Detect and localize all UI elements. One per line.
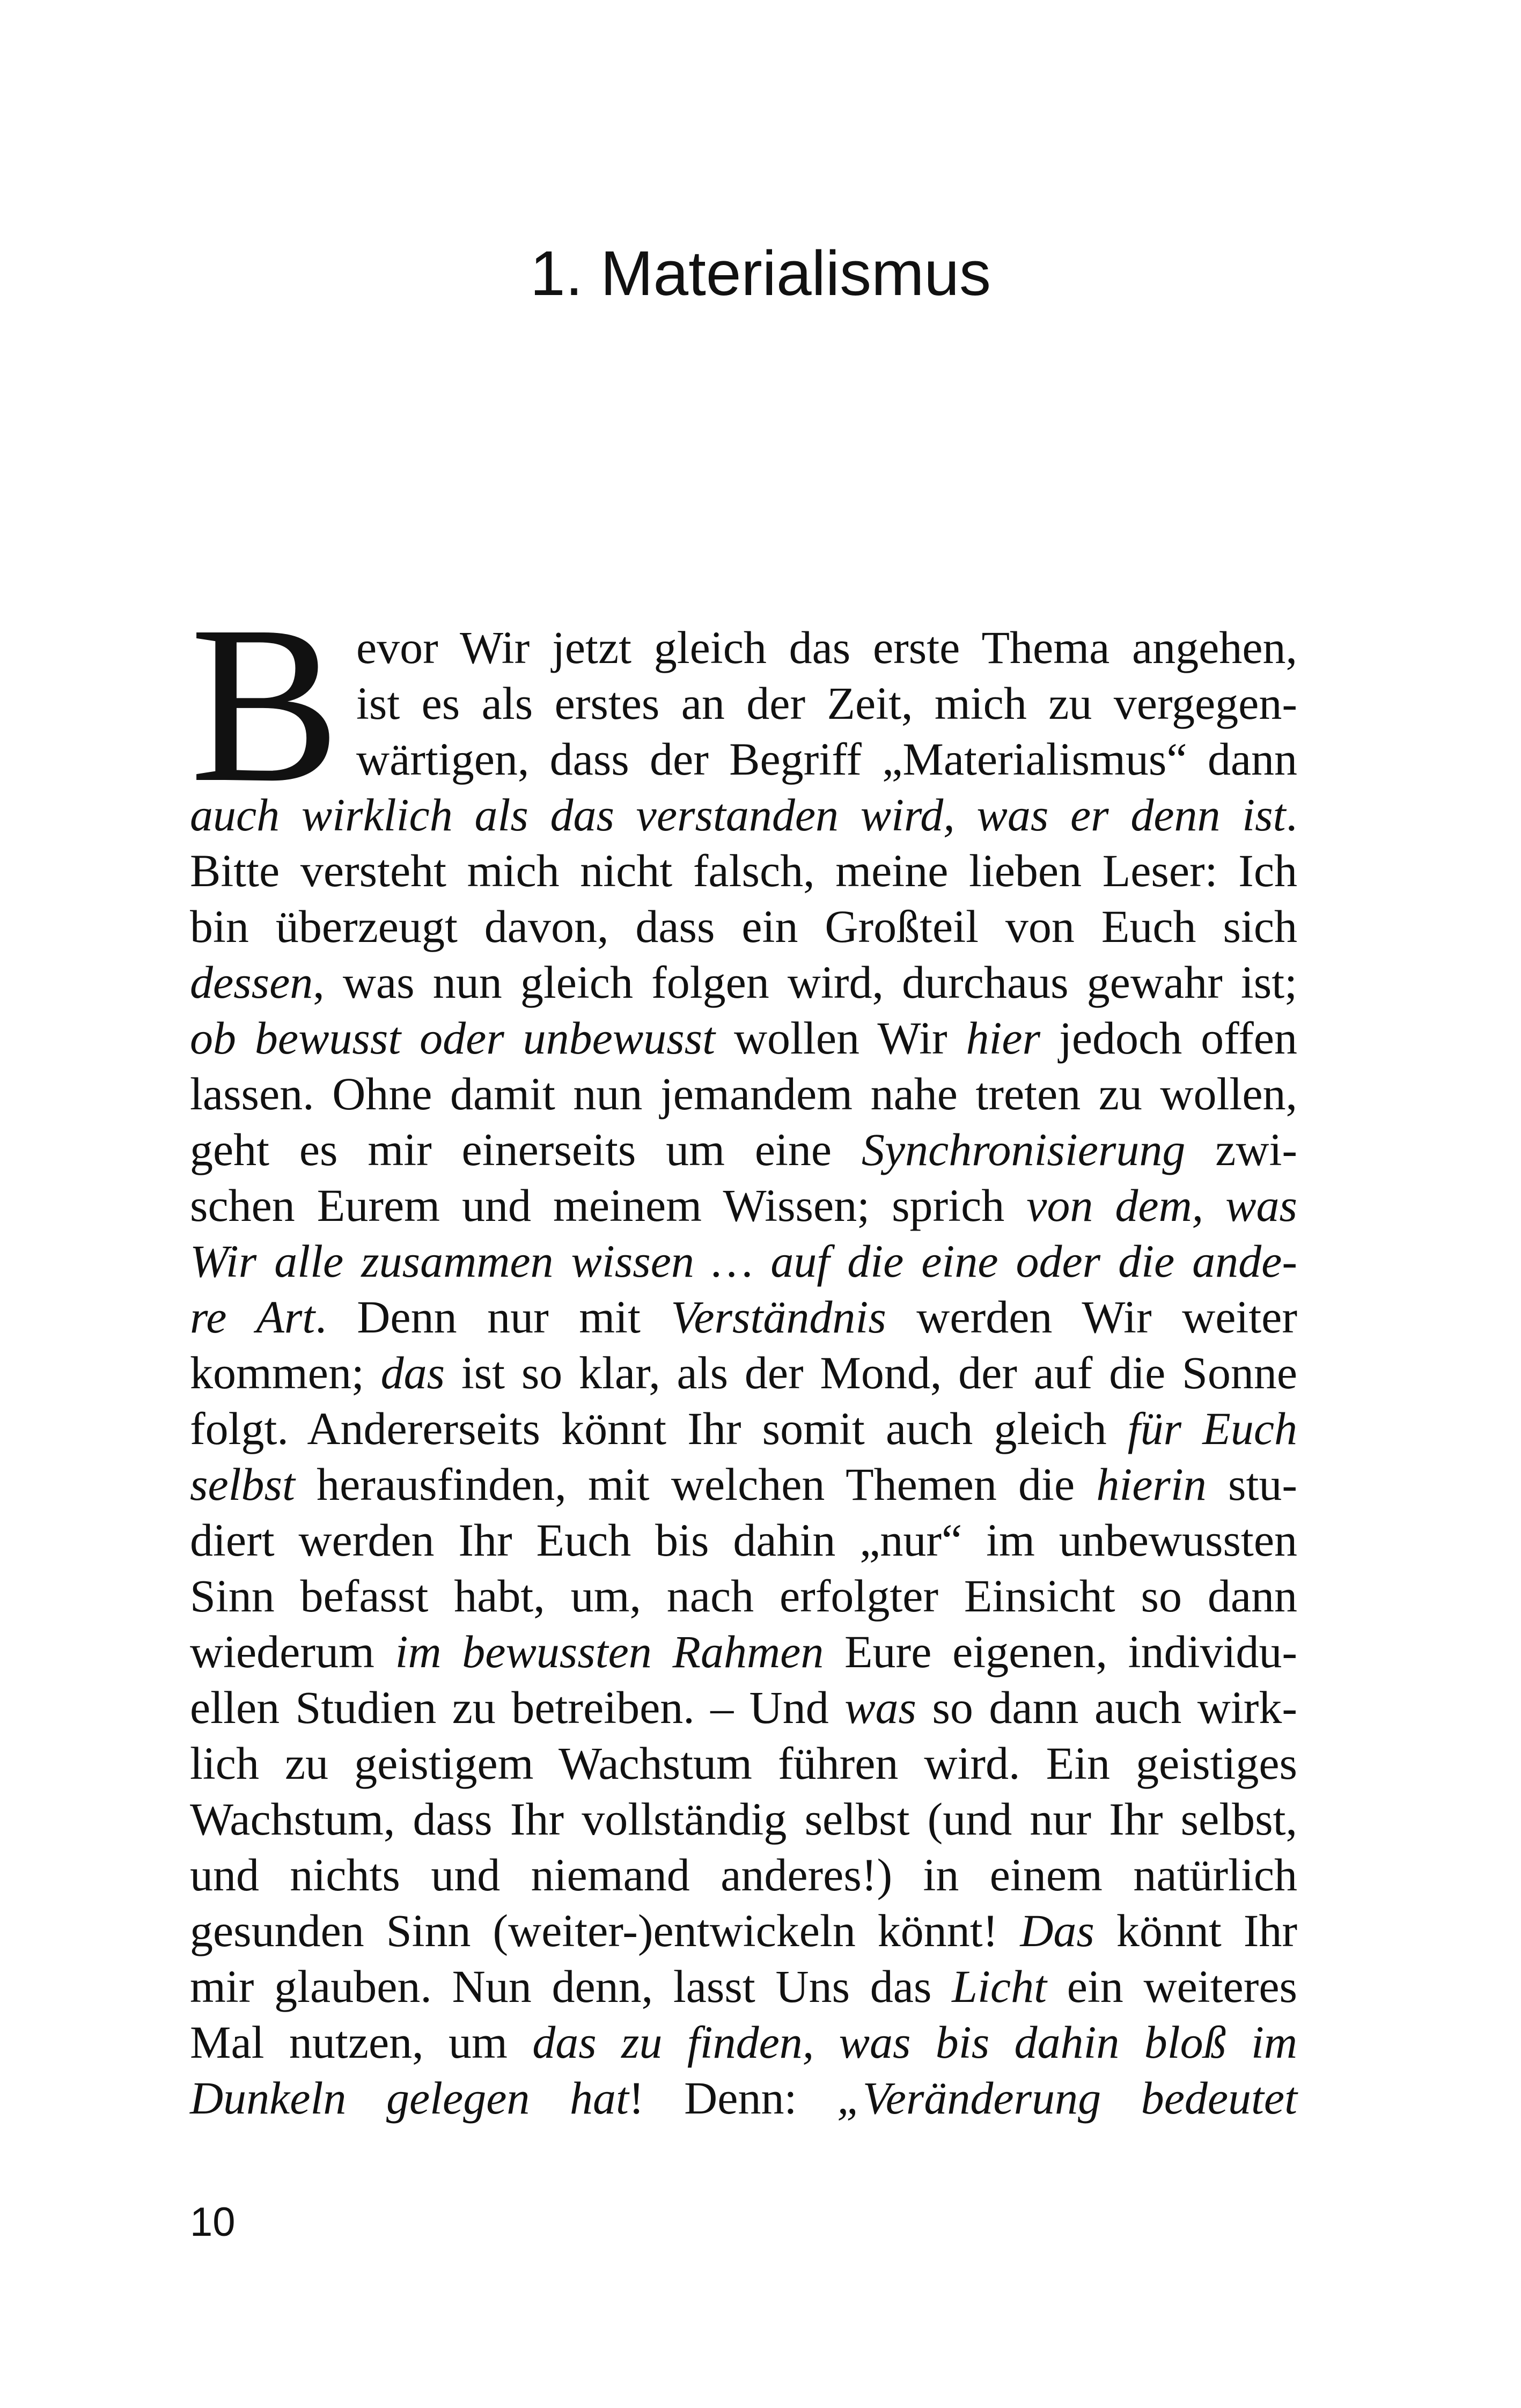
text-segment: ellen Studien zu betreiben. – Und: [190, 1682, 845, 1733]
italic-text: Wir alle zusammen wissen … auf die eine oder die ande-: [190, 1235, 1297, 1287]
text-line: [190, 1791, 1297, 1847]
text-segment: gesunden Sinn (weiter-)entwickeln könnt!: [190, 1905, 1020, 1956]
text-segment: mir glauben. Nun denn, lasst Uns das: [190, 1961, 952, 2012]
text-segment: geht es mir einerseits um eine: [190, 1124, 862, 1175]
text-line: [190, 620, 1297, 675]
text-segment: ist so klar, als der Mond, der auf die Sonne: [445, 1347, 1297, 1398]
text-segment: lich zu geistigem Wachstum führen wird. Ein geistiges: [190, 1737, 1297, 1789]
text-segment: zwi-: [1185, 1124, 1298, 1175]
italic-text: das zu finden, was bis dahin bloß im: [532, 2016, 1297, 2068]
text-line: [190, 1177, 1297, 1233]
text-line: [190, 1958, 1297, 2014]
text-line: [190, 1401, 1297, 1456]
text-segment: kommen;: [190, 1347, 381, 1398]
text-line: [190, 1624, 1297, 1680]
italic-text: im bewussten Rahmen: [395, 1626, 824, 1677]
text-line: [190, 1066, 1297, 1122]
text-segment: Wachstum, dass Ihr vollständig selbst (und nur Ihr selbst,: [190, 1793, 1297, 1845]
italic-text: für Euch: [1127, 1403, 1297, 1454]
text-line: [190, 1233, 1297, 1289]
text-line: [190, 1903, 1297, 1958]
italic-text: hierin: [1096, 1459, 1207, 1510]
text-line: [190, 1568, 1297, 1624]
chapter-title: 1. Materialismus: [530, 238, 991, 309]
text-line: [190, 843, 1297, 899]
text-segment: . Denn nur mit: [315, 1291, 671, 1343]
text-segment: Mal nutzen, um: [190, 2016, 533, 2068]
text-segment: werden Wir weiter: [886, 1291, 1297, 1343]
text-segment: schen Eurem und meinem Wissen; sprich: [190, 1180, 1027, 1231]
text-segment: bin überzeugt davon, dass ein Großteil von Euch sich: [190, 901, 1297, 952]
text-line: [190, 1122, 1297, 1177]
text-segment: Bitte versteht mich nicht falsch, meine lieben Leser: Ich: [190, 845, 1297, 896]
text-segment: wiederum: [190, 1626, 395, 1677]
italic-text: Dunkeln gelegen hat: [190, 2072, 629, 2124]
text-line: [190, 1512, 1297, 1568]
text-segment: Sinn befasst habt, um, nach erfolgter Einsicht so dann: [190, 1570, 1297, 1622]
text-segment: so dann auch wirk-: [916, 1682, 1297, 1733]
text-line: [190, 1345, 1297, 1401]
italic-text: hier: [966, 1012, 1041, 1064]
text-segment: folgt. Andererseits könnt Ihr somit auch gleich: [190, 1403, 1128, 1454]
text-segment: wärtigen, dass der Begriff „Materialismus“ dann: [356, 733, 1297, 785]
text-line: [190, 1456, 1297, 1512]
text-segment: wollen Wir: [715, 1012, 966, 1064]
italic-text: Licht: [952, 1961, 1047, 2012]
italic-text: das: [380, 1347, 445, 1398]
text-segment: evor Wir jetzt gleich das erste Thema angehen,: [356, 622, 1297, 673]
text-line: [190, 1680, 1297, 1735]
text-segment: diert werden Ihr Euch bis dahin „nur“ im unbewussten: [190, 1514, 1297, 1566]
text-line: [190, 1010, 1297, 1066]
text-segment: herausfinden, mit welchen Themen die: [295, 1459, 1097, 1510]
italic-text: Das: [1020, 1905, 1094, 1956]
text-line: [190, 1289, 1297, 1345]
text-segment: .: [1285, 789, 1297, 841]
italic-text: ob bewusst oder unbewusst: [190, 1012, 716, 1064]
body-paragraph: [190, 620, 1297, 2126]
text-segment: , was nun gleich folgen wird, durchaus gewahr ist;: [313, 956, 1297, 1008]
italic-text: was: [844, 1682, 917, 1733]
text-segment: ! Denn:: [628, 2072, 837, 2124]
text-line: [190, 899, 1297, 954]
text-segment: lassen. Ohne damit nun jemandem nahe treten zu wollen,: [190, 1068, 1297, 1120]
italic-text: auch wirklich als das verstanden wird, was er denn ist: [190, 789, 1286, 841]
text-line: [190, 2070, 1297, 2126]
text-line: [190, 2014, 1297, 2070]
italic-text: dessen: [190, 956, 313, 1008]
text-segment: könnt Ihr: [1094, 1905, 1297, 1956]
text-line: [190, 1847, 1297, 1903]
drop-cap: B: [190, 579, 341, 829]
italic-text: Synchronisierung: [861, 1124, 1186, 1175]
italic-text: von dem, was: [1026, 1180, 1298, 1231]
text-line: [190, 1735, 1297, 1791]
text-segment: jedoch offen: [1040, 1012, 1297, 1064]
italic-text: „Veränderung bedeutet: [836, 2072, 1297, 2124]
text-segment: Eure eigenen, individu-: [824, 1626, 1297, 1677]
text-line: [190, 787, 1297, 843]
text-line: [190, 954, 1297, 1010]
text-line: [190, 731, 1297, 787]
page-number: 10: [190, 2199, 236, 2245]
text-segment: ein weiteres: [1046, 1961, 1298, 2012]
text-line: [190, 675, 1297, 731]
text-segment: ist es als erstes an der Zeit, mich zu vergegen-: [356, 678, 1297, 729]
italic-text: re Art: [190, 1291, 315, 1343]
text-segment: stu-: [1206, 1459, 1297, 1510]
text-segment: und nichts und niemand anderes!) in einem natürlich: [190, 1849, 1297, 1901]
italic-text: Verständnis: [671, 1291, 886, 1343]
italic-text: selbst: [190, 1459, 295, 1510]
